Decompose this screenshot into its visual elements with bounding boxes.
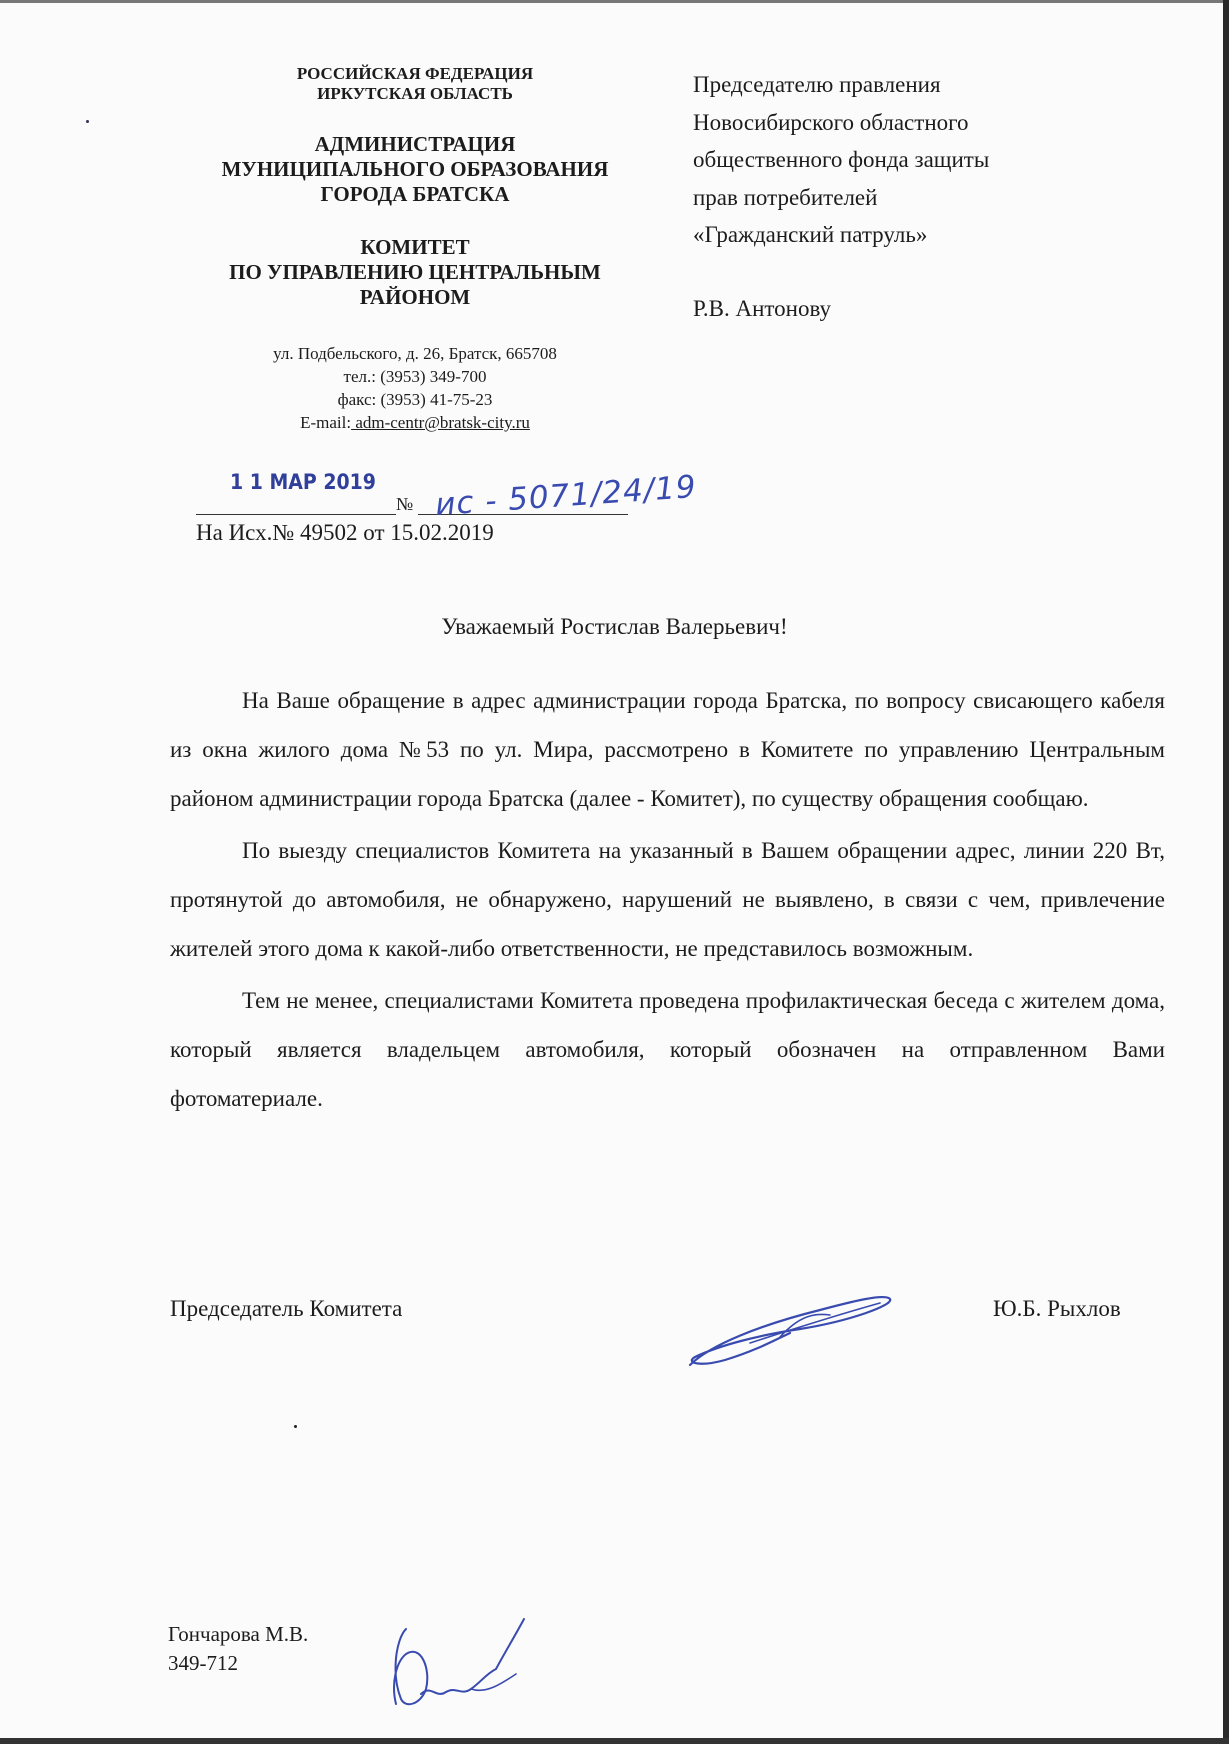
scan-edge-top	[0, 0, 1229, 3]
number-sign: №	[396, 494, 414, 514]
letterhead-committee-line: РАЙОНОМ	[359, 285, 471, 309]
email-link[interactable]: adm-centr@bratsk-city.ru	[351, 413, 530, 432]
recipient-line: Новосибирского областного	[693, 109, 969, 135]
signatory-name: Ю.Б. Рыхлов	[993, 1296, 1121, 1321]
sender-letterhead	[170, 64, 660, 434]
signatory-title: Председатель Комитета	[170, 1296, 403, 1321]
recipient-line: «Гражданский патруль»	[693, 222, 928, 247]
letterhead-address: ул. Подбельского, д. 26, Братск, 665708	[273, 344, 557, 363]
letterhead-admin-line: АДМИНИСТРАЦИЯ	[314, 132, 516, 156]
date-underline	[196, 514, 396, 515]
scan-edge-right	[1223, 0, 1229, 1744]
letterhead-phone: тел.: (3953) 349-700	[343, 367, 487, 386]
letter-body	[170, 676, 1165, 1123]
scan-speck	[294, 1425, 297, 1428]
recipient-name: Р.В. Антонову	[693, 295, 832, 321]
executor-signature-icon	[376, 1614, 536, 1724]
scan-edge-bottom	[0, 1738, 1229, 1744]
body-paragraph: По выезду специалистов Комитета на указанный в Вашем обращении адрес, линии 220 Вт, протянутой до автомобиля, не обнаружено, нарушений не выявлено, в связи с чем, привлечение жителей этого дома к какой-либо ответственности, не представилось возможным.	[170, 838, 1165, 961]
letterhead-committee-line: ПО УПРАВЛЕНИЮ ЦЕНТРАЛЬНЫМ	[229, 260, 601, 284]
letterhead-admin-line: ГОРОДА БРАТСКА	[320, 182, 510, 206]
letterhead-fax: факс: (3953) 41-75-23	[337, 390, 493, 409]
letterhead-committee-line: КОМИТЕТ	[360, 235, 470, 259]
body-paragraph: На Ваше обращение в адрес администрации города Братска, по вопросу свисающего кабеля из окна жилого дома №53 по ул. Мира, рассмотрено в Комитете по управлению Центральным районом администрации города Братска (далее - Комитет), по существу обращения сообщаю.	[170, 688, 1165, 811]
letterhead-admin-line: МУНИЦИПАЛЬНОГО ОБРАЗОВАНИЯ	[221, 157, 609, 181]
handwritten-outgoing-number: ис - 5071/24/19	[434, 468, 698, 524]
recipient-line: Председателю правления	[693, 72, 941, 97]
handwritten-signature-icon	[680, 1285, 900, 1375]
executor-name: Гончарова М.В.	[168, 1622, 309, 1646]
recipient-line: прав потребителей	[693, 184, 878, 210]
recipient-line: общественного фонда защиты	[693, 147, 990, 172]
scan-speck	[86, 120, 89, 123]
incoming-reference: На Исх.№ 49502 от 15.02.2019	[196, 520, 494, 545]
letterhead-email-line	[170, 411, 660, 434]
email-label: E-mail:	[300, 413, 352, 432]
letterhead-country: РОССИЙСКАЯ ФЕДЕРАЦИЯ	[296, 64, 534, 83]
letter-greeting: Уважаемый Ростислав Валерьевич!	[441, 614, 788, 639]
executor-phone: 349-712	[168, 1651, 238, 1675]
recipient-block	[693, 66, 1193, 327]
body-paragraph: Тем не менее, специалистами Комитета проведена профилактическая беседа с жителем дома, который является владельцем автомобиля, который обозначен на отправленном Вами фотоматериале.	[170, 988, 1165, 1111]
date-stamp: 1 1 МАР 2019	[230, 470, 376, 494]
letterhead-region: ИРКУТСКАЯ ОБЛАСТЬ	[317, 84, 513, 103]
executor-block	[168, 1620, 308, 1678]
